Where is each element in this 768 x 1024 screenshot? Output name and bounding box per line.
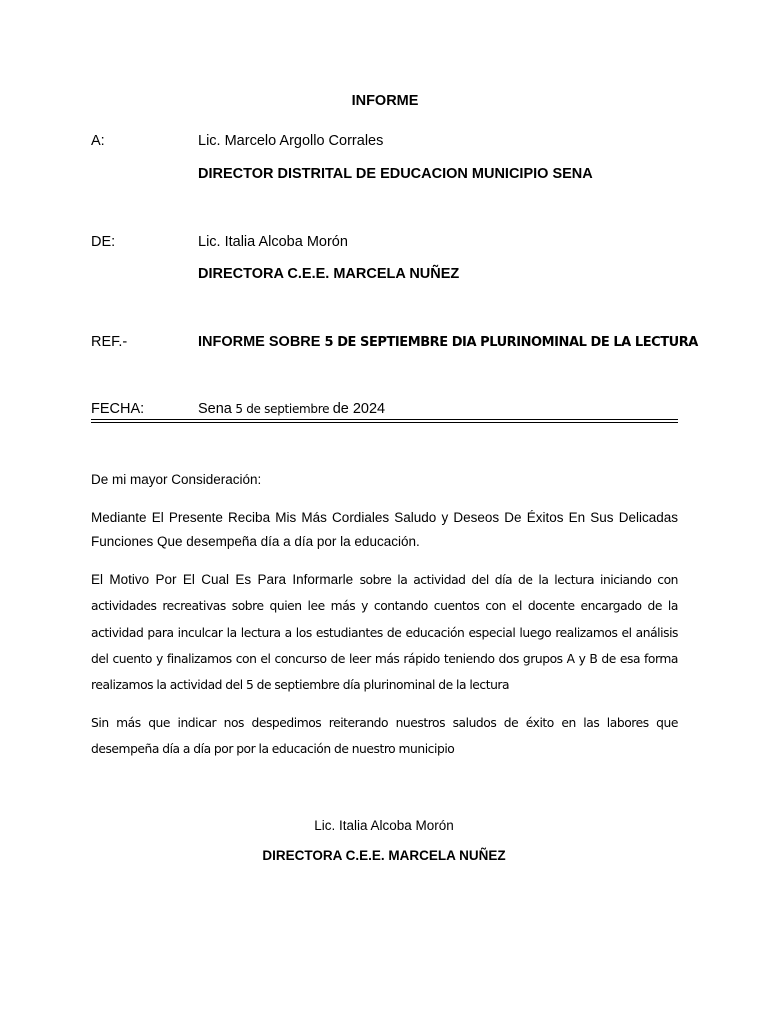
- paragraph-2-text: sobre la actividad del día de la lectura iniciando con actividades recreativas sobre quien lee más y contando cuentos con el docente encargado de la actividad para inculcar la lectura a los estudiantes de educación especial luego realizamos el análisis del cuento y finalizamos con el concurso de leer más rápido teniendo dos grupos A y B de esa forma realizamos la actividad del 5 de septiembre día plurinominal de la lectura: [91, 573, 678, 693]
- document-title: INFORME: [351, 93, 419, 109]
- from-label: DE:: [91, 234, 116, 250]
- date-year: de 2024: [332, 401, 386, 417]
- header-rule-top: [91, 419, 678, 420]
- ref-label: REF.-: [91, 334, 128, 350]
- paragraph-2-prefix: El Motivo Por El Cual Es Para Informarle: [91, 572, 360, 587]
- from-name: Lic. Italia Alcoba Morón: [198, 234, 348, 250]
- to-label: A:: [91, 133, 105, 149]
- date-place: Sena: [198, 401, 232, 417]
- ref-prefix: INFORME SOBRE: [198, 334, 321, 350]
- date-label: FECHA:: [91, 401, 145, 417]
- signature-position: DIRECTORA C.E.E. MARCELA NUÑEZ: [262, 848, 506, 863]
- paragraph-3: Sin más que indicar nos despedimos reiterando nuestros saludos de éxito en las labores que desempeña día a día por por la educación de nuestro municipio: [91, 716, 678, 756]
- signature-name: Lic. Italia Alcoba Morón: [314, 818, 454, 833]
- paragraph-2: [91, 567, 678, 698]
- from-position: DIRECTORA C.E.E. MARCELA NUÑEZ: [198, 266, 460, 282]
- to-position: DIRECTOR DISTRITAL DE EDUCACION MUNICIPIO SENA: [198, 166, 593, 182]
- header-rule-bottom: [91, 422, 678, 423]
- ref-line: [198, 334, 698, 350]
- date-line: [198, 401, 385, 417]
- to-name: Lic. Marcelo Argollo Corrales: [198, 133, 384, 149]
- date-day-month: 5 de septiembre: [231, 402, 333, 416]
- paragraph-1: Mediante El Presente Reciba Mis Más Cordiales Saludo y Deseos De Éxitos En Sus Delicadas Funciones Que desempeña día a día por la educación.: [91, 510, 678, 549]
- greeting: De mi mayor Consideración:: [91, 472, 262, 487]
- ref-text: 5 DE SEPTIEMBRE DIA PLURINOMINAL DE LA LECTURA: [320, 335, 698, 350]
